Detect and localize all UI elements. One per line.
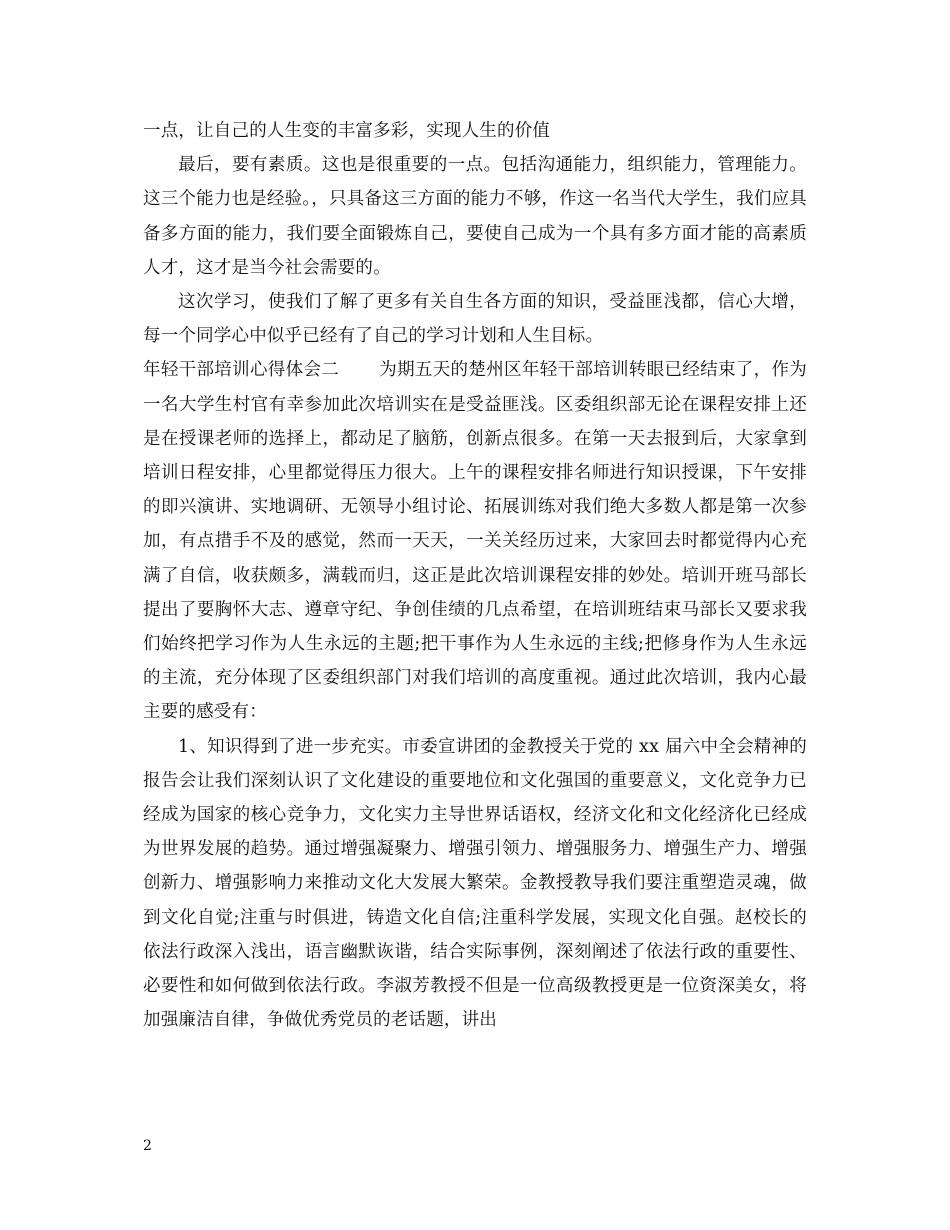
document-body — [143, 114, 807, 1037]
paragraph-point-one: 1、知识得到了进一步充实。市委宣讲团的金教授关于党的 xx 届六中全会精神的报告会让我们深刻认识了文化建设的重要地位和文化强国的重要意义，文化竞争力已经成为国家的核心竞争力，文化实力主导世界话语权，经济文化和文化经济化已经成为世界发展的趋势。通过增强凝聚力、增强引领力、增强服务力、增强生产力、增强创新力、增强影响力来推动文化大发展大繁荣。金教授教导我们要注重塑造灵魂，做到文化自觉;注重与时俱进，铸造文化自信;注重科学发展，实现文化自强。赵校长的依法行政深入浅出，语言幽默诙谐，结合实际事例，深刻阐述了依法行政的重要性、必要性和如何做到依法行政。李淑芳教授不但是一位高级教授更是一位资深美女，将加强廉洁自律，争做优秀党员的老话题，讲出 — [143, 736, 807, 1031]
page-number: 2 — [143, 1138, 152, 1154]
paragraph-continuation: 一点，让自己的人生变的丰富多彩，实现人生的价值 — [143, 121, 551, 141]
paragraph-section-two — [143, 353, 807, 729]
section-title: 年轻干部培训心得体会二 — [143, 360, 340, 381]
paragraph-study-summary: 这次学习，使我们了解了更多有关自生各方面的知识，受益匪浅都，信心大增，每一个同学心中似乎已经有了自己的学习计划和人生目标。 — [143, 292, 807, 347]
paragraph-qualities: 最后，要有素质。这也是很重要的一点。包括沟通能力，组织能力，管理能力。这三个能力也是经验。，只具备这三方面的能力不够，作这一名当代大学生，我们应具备多方面的能力，我们要全面锻炼自己，要使自己成为一个具有多方面才能的高素质人才，这才是当今社会需要的。 — [143, 155, 807, 278]
section-body: 为期五天的楚州区年轻干部培训转眼已经结束了，作为一名大学生村官有幸参加此次培训实在是受益匪浅。区委组织部无论在课程安排上还是在授课老师的选择上，都动足了脑筋，创新点很多。在第一天去报到后，大家拿到培训日程安排，心里都觉得压力很大。上午的课程安排名师进行知识授课，下午安排的即兴演讲、实地调研、无领导小组讨论、拓展训练对我们绝大多数人都是第一次参加，有点措手不及的感觉，然而一天天，一关关经历过来，大家回去时都觉得内心充满了自信，收获颇多，满载而归，这正是此次培训课程安排的妙处。培训开班马部长提出了要胸怀大志、遵章守纪、争创佳绩的几点希望，在培训班结束马部长又要求我们始终把学习作为人生永远的主题;把干事作为人生永远的主线;把修身作为人生永远的主流，充分体现了区委组织部门对我们培训的高度重视。通过此次培训，我内心最主要的感受有： — [143, 360, 807, 723]
